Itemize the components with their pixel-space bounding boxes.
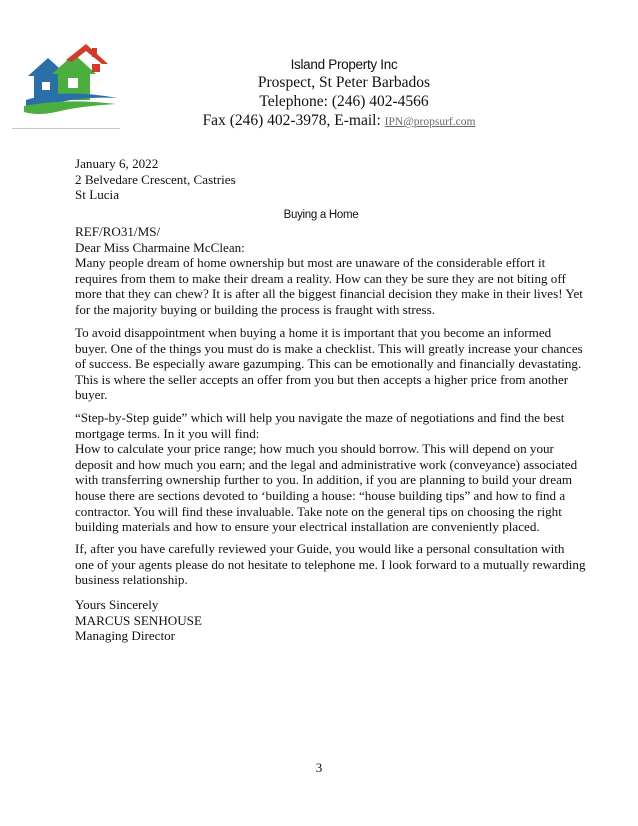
paragraph-line: buyer. One of the things you must do is make a checklist. This will greatly increase your chances <box>75 340 583 356</box>
paragraph-4 <box>75 541 586 588</box>
paragraph-line: To avoid disappointment when buying a home it is important that you become an informed <box>75 325 552 340</box>
page-number: 3 <box>315 760 323 775</box>
paragraph-line: more that they can chew? It is after all the biggest financial decision they make in their lives! Yet <box>75 286 583 302</box>
letter-date: January 6, 2022 <box>75 156 159 171</box>
logo-underline <box>12 128 120 129</box>
paragraph-line: business relationship. <box>75 572 188 588</box>
signatory-name: MARCUS SENHOUSE <box>75 612 202 628</box>
recipient-country: St Lucia <box>75 187 119 203</box>
paragraph-line: Many people dream of home ownership but most are unaware of the considerable effort it <box>75 255 546 271</box>
paragraph-line: house there are sections devoted to ‘building a house: “house building tips” and how to find a <box>75 487 566 503</box>
letterhead <box>150 56 538 132</box>
fax-text: Fax (246) 402-3978, E-mail: <box>202 112 385 129</box>
valediction: Yours Sincerely <box>75 597 159 612</box>
paragraph-line: How to calculate your price range; how much you should borrow. This will depend on your <box>75 441 554 457</box>
paragraph-2 <box>75 325 583 403</box>
paragraph-line: for the majority buying or building the process is fraught with stress. <box>75 301 436 317</box>
house-icon <box>52 54 96 100</box>
reference-line: REF/RO31/MS/ <box>75 224 161 239</box>
company-address: Prospect, St Peter Barbados <box>257 74 431 91</box>
paragraph-line: requires from them to make their dream a reality. How can they be sure they are not biting off <box>75 270 566 286</box>
recipient-street: 2 Belvedare Crescent, Castries <box>75 171 236 187</box>
letter-opening <box>75 224 583 318</box>
paragraph-line: with transferring ownership further to you. In addition, if you are planning to build your dream <box>75 472 573 488</box>
signatory-title: Managing Director <box>75 628 175 644</box>
paragraph-line: buyer. <box>75 387 108 403</box>
paragraph-line: deposit and how much you earn; and the legal and administrative work (conveyance) associated <box>75 456 578 472</box>
paragraph-line: contractor. You will find these invaluable. Take note on the general tips on choosing the right <box>75 503 562 519</box>
paragraph-line: If, after you have carefully reviewed your Guide, you would like a personal consultation with <box>75 541 565 556</box>
paragraph-3 <box>75 410 578 535</box>
paragraph-line: “Step-by-Step guide” which will help you navigate the maze of negotiations and find the best <box>75 410 565 425</box>
paragraph-line: This is where the seller accepts an offer from you but then accepts a higher price from another <box>75 371 569 387</box>
paragraph-line: mortgage terms. In it you will find: <box>75 425 260 441</box>
recipient-block <box>75 156 567 203</box>
company-name: Island Property Inc <box>290 57 398 72</box>
salutation: Dear Miss Charmaine McClean: <box>75 239 245 255</box>
paragraph-line: one of your agents please do not hesitate to telephone me. I look forward to a mutually rewarding <box>75 556 586 572</box>
paragraph-line: building materials and how to ensure your electrical installation are conveniently placed. <box>75 519 540 535</box>
company-telephone: Telephone: (246) 402-4566 <box>259 93 429 110</box>
company-fax-line <box>140 111 538 132</box>
letter-subject: Buying a Home <box>283 209 359 221</box>
email-link[interactable]: IPN@propsurf.com <box>384 116 476 128</box>
paragraph-line: of success. Be especially aware gazumping. This can be emotionally and financially devastating. <box>75 356 582 372</box>
company-logo <box>22 40 120 120</box>
closing-block <box>75 597 567 644</box>
